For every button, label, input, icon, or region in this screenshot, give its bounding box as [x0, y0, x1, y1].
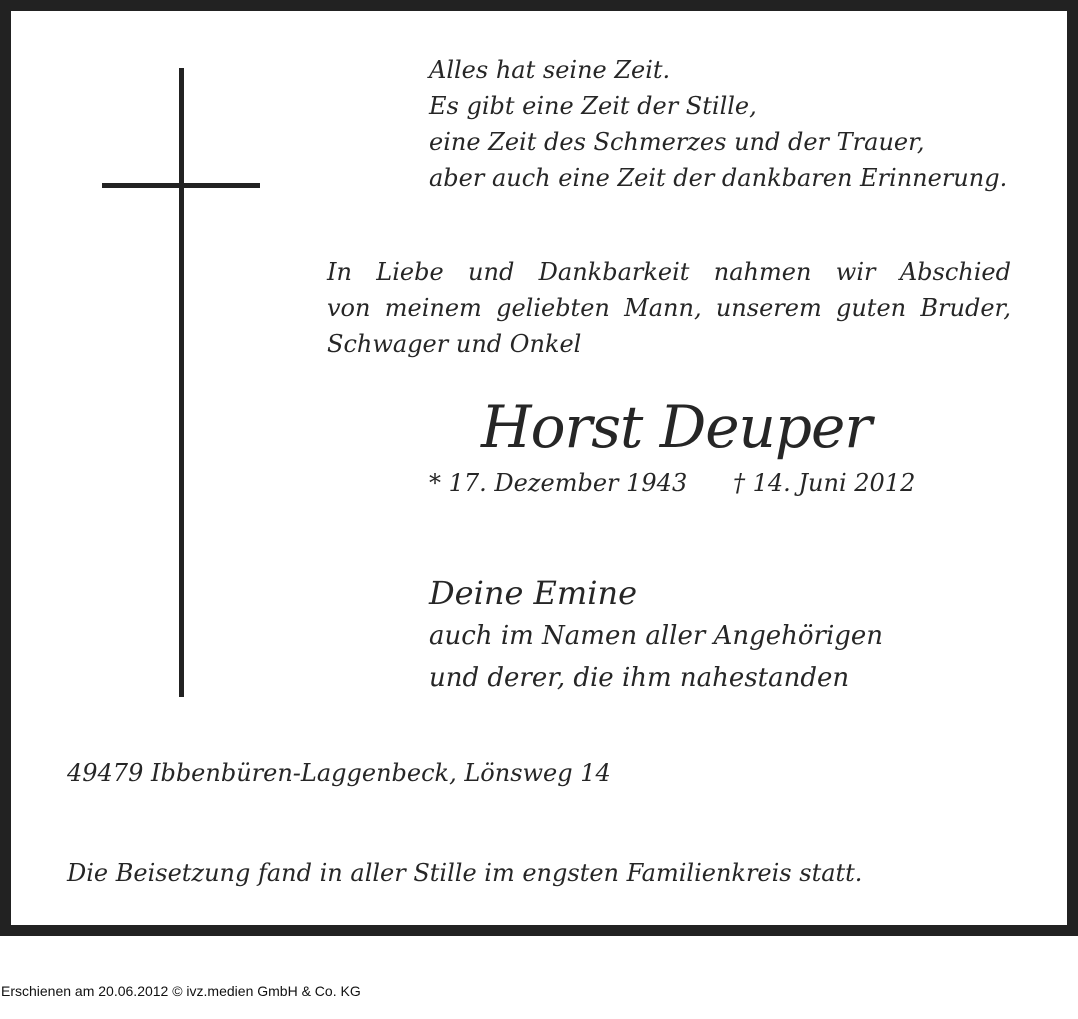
intro-line: Schwager und Onkel: [327, 330, 582, 358]
poem-line: Es gibt eine Zeit der Stille,: [429, 92, 757, 120]
cross-horizontal-bar: [102, 183, 260, 188]
poem-block: [429, 52, 1007, 196]
birth-date: * 17. Dezember 1943: [429, 469, 688, 497]
intro-line: In Liebe und Dankbarkeit nahmen wir Abschied: [327, 258, 1011, 286]
poem-line: aber auch eine Zeit der dankbaren Erinnerung.: [429, 164, 1008, 192]
publication-footer: Erschienen am 20.06.2012 © ivz.medien GmbH & Co. KG: [1, 983, 361, 999]
poem-line: eine Zeit des Schmerzes und der Trauer,: [429, 128, 925, 156]
signature-line: und derer, die ihm nahestanden: [429, 663, 850, 693]
signature-line: auch im Namen aller Angehörigen: [429, 621, 884, 651]
deceased-name: Horst Deuper: [481, 393, 872, 461]
intro-paragraph: [327, 254, 1011, 362]
poem-line: Alles hat seine Zeit.: [429, 56, 671, 84]
burial-note: Die Beisetzung fand in aller Stille im engsten Familienkreis statt.: [67, 859, 863, 887]
death-date: † 14. Juni 2012: [733, 469, 916, 497]
intro-line: von meinem geliebten Mann, unserem guten Bruder,: [327, 294, 1011, 322]
address: 49479 Ibbenbüren-Laggenbeck, Lönsweg 14: [67, 759, 611, 787]
cross-vertical-bar: [179, 68, 184, 697]
signature-name: Deine Emine: [429, 574, 638, 612]
